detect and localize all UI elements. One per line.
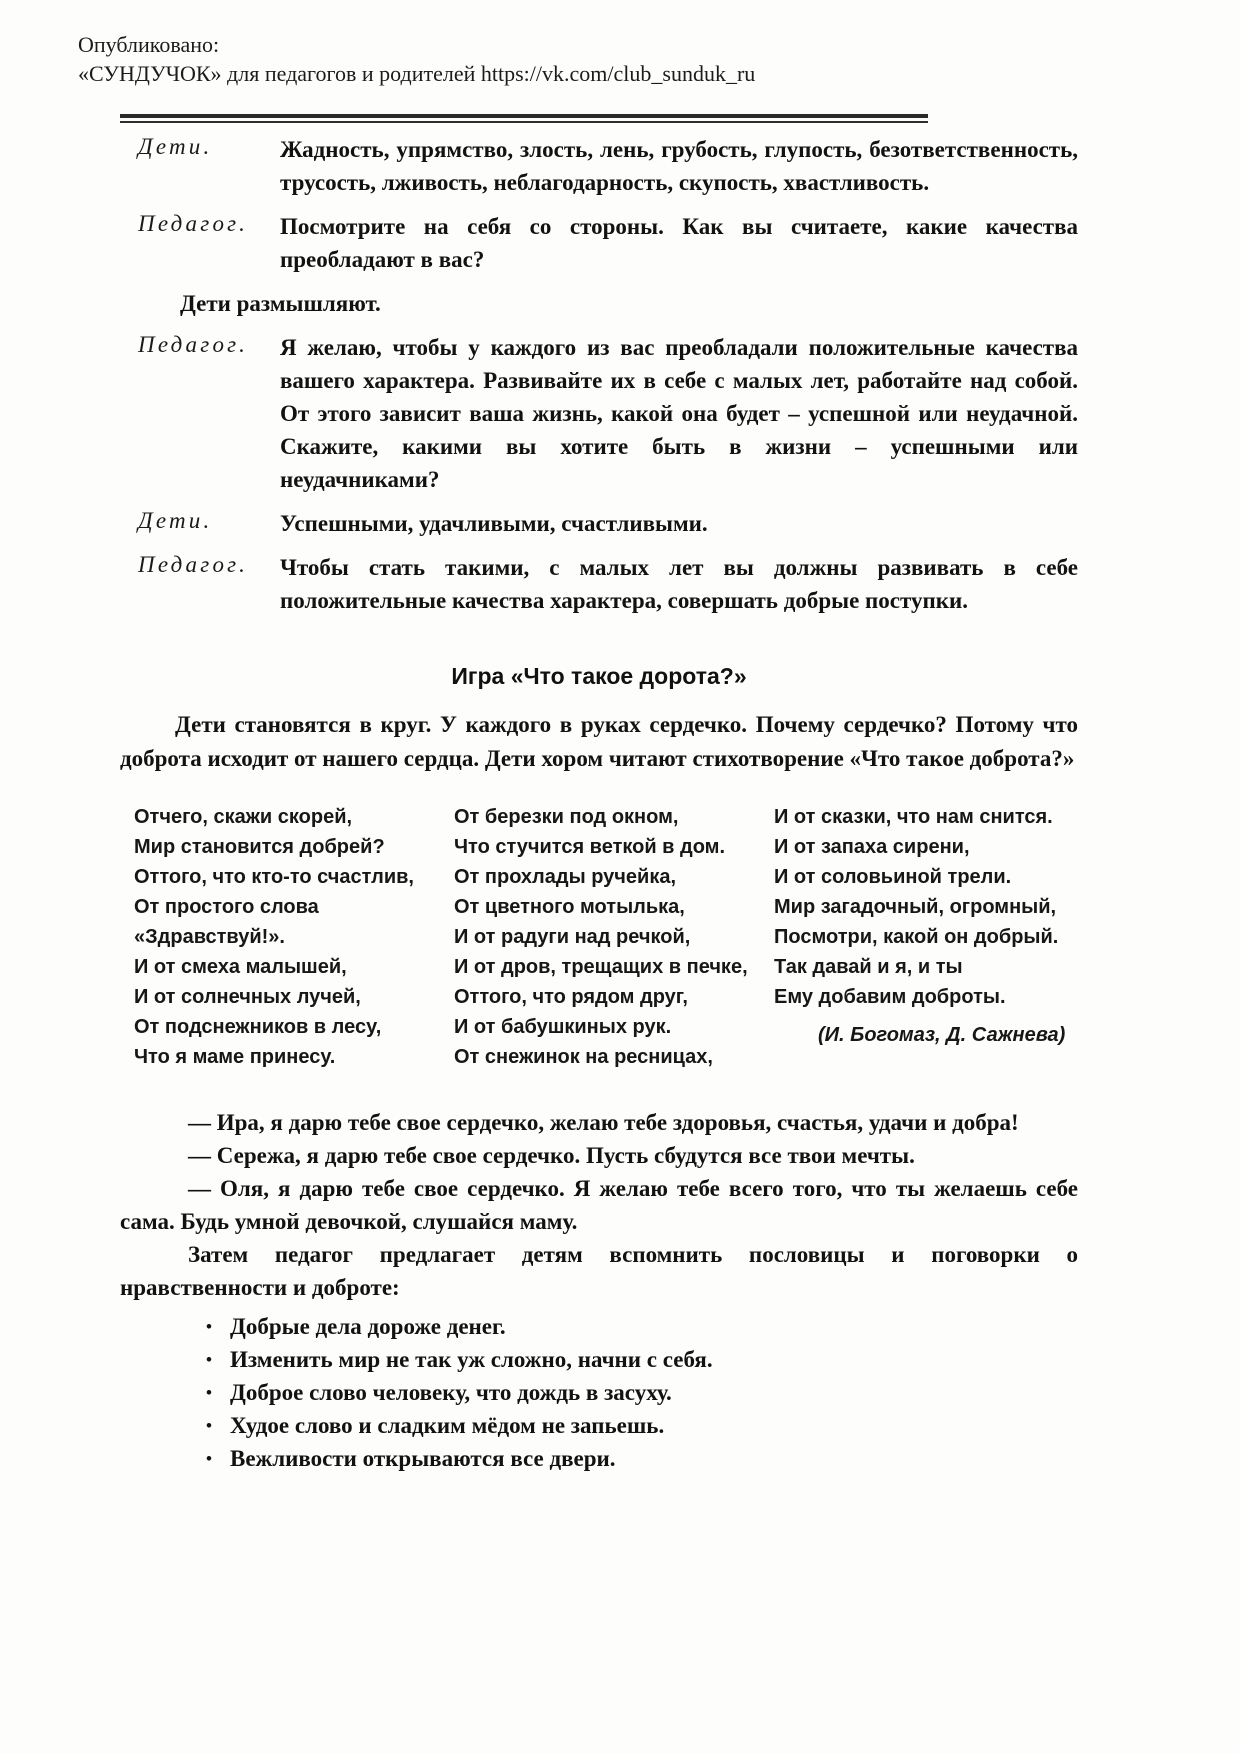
poem-line: Что я маме принесу. [134, 1046, 336, 1068]
double-rule-divider [120, 114, 928, 123]
proverb-text: Доброе слово человеку, что дождь в засуху. [230, 1380, 672, 1405]
bullet-icon: • [206, 1449, 212, 1468]
poem-line: От снежинок на ресницах, [454, 1046, 713, 1068]
closing-section [120, 1106, 1078, 1475]
bullet-icon: • [206, 1383, 212, 1402]
published-label: Опубликовано: [78, 32, 220, 57]
poem-line: И от запаха сирени, [774, 836, 970, 858]
poem-line: «Здравствуй!». [134, 926, 285, 948]
speaker-label: Педагог. [138, 332, 249, 357]
poem-line: От цветного мотылька, [454, 896, 685, 918]
game-title: Игра «Что такое дорота?» [451, 663, 747, 689]
poem-line: И от сказки, что нам снится. [774, 806, 1053, 828]
dialogue-text: Успешными, удачливыми, счастливыми. [280, 511, 708, 536]
main-content [120, 133, 1078, 1475]
dialogue-text: Чтобы стать такими, с малых лет вы должны развивать в себе положительные качества характера, совершать добрые поступки. [280, 555, 1078, 613]
bullet-icon: • [206, 1416, 212, 1435]
dialogue-text: Я желаю, чтобы у каждого из вас преобладали положительные качества вашего характера. Развивайте их в себе с малых лет, работайте над собой. От этого зависит ваша жизнь, какой она будет – успешной или неудачной. Скажите, какими вы хотите быть в жизни – успешными или неудачниками? [280, 335, 1078, 492]
poem-block [120, 802, 1078, 1072]
poem-line: И от соловьиной трели. [774, 866, 1012, 888]
proverb-item [120, 1376, 1078, 1409]
poem-line: И от дров, трещащих в печке, [454, 956, 748, 978]
dialogue-text: Посмотрите на себя со стороны. Как вы считаете, какие качества преобладают в вас? [280, 214, 1078, 272]
poem-line: От прохлады ручейка, [454, 866, 677, 888]
dialogue-text: Жадность, упрямство, злость, лень, грубость, глупость, безответственность, трусость, лживость, неблагодарность, скупость, хвастливость. [280, 137, 1078, 195]
dialogue-section [120, 133, 1078, 617]
proverbs-intro: Затем педагог предлагает детям вспомнить пословицы и поговорки о нравственности и доброте: [120, 1242, 1078, 1300]
poem-line: Оттого, что рядом друг, [454, 986, 688, 1008]
poem-column-3 [774, 802, 1078, 1072]
poem-line: Ему добавим доброты. [774, 986, 1006, 1008]
dialogue-row [120, 507, 1078, 540]
speaker-label: Дети. [138, 508, 213, 533]
proverb-text: Вежливости открываются все двери. [230, 1446, 616, 1471]
poem-column-2 [454, 802, 774, 1072]
poem-line: От простого слова [134, 896, 319, 918]
proverb-item [120, 1310, 1078, 1343]
proverb-item [120, 1442, 1078, 1475]
poem-line: Оттого, что кто-то счастлив, [134, 866, 414, 888]
bullet-icon: • [206, 1317, 212, 1336]
gift-line: — Оля, я дарю тебе свое сердечко. Я желаю тебе всего того, что ты желаешь себе сама. Будь умной девочкой, слушайся маму. [120, 1176, 1078, 1234]
gift-line: — Сережа, я дарю тебе свое сердечко. Пусть сбудутся все твои мечты. [188, 1143, 915, 1168]
speaker-label: Дети. [138, 134, 213, 159]
dialogue-row [120, 331, 1078, 496]
poem-line: От подснежников в лесу, [134, 1016, 382, 1038]
speaker-label: Педагог. [138, 552, 249, 577]
dialogue-row [120, 210, 1078, 276]
poem-line: Посмотри, какой он добрый. [774, 926, 1059, 948]
speaker-label: Педагог. [138, 211, 249, 236]
proverb-text: Изменить мир не так уж сложно, начни с себя. [230, 1347, 713, 1372]
dialogue-row [120, 133, 1078, 199]
gift-line: — Ира, я дарю тебе свое сердечко, желаю тебе здоровья, счастья, удачи и добра! [188, 1110, 1019, 1135]
game-intro-paragraph: Дети становятся в круг. У каждого в руках сердечко. Почему сердечко? Потому что доброта исходит от нашего сердца. Дети хором читают стихотворение «Что такое доброта?» [120, 712, 1078, 771]
proverb-item [120, 1343, 1078, 1376]
poem-line: Что стучится веткой в дом. [454, 836, 726, 858]
poem-line: Отчего, скажи скорей, [134, 806, 353, 828]
dialogue-row [120, 551, 1078, 617]
bullet-icon: • [206, 1350, 212, 1369]
poem-line: Так давай и я, и ты [774, 956, 963, 978]
poem-line: Мир загадочный, огромный, [774, 896, 1057, 918]
proverb-text: Худое слово и сладким мёдом не запьешь. [230, 1413, 665, 1438]
poem-column-1 [134, 802, 454, 1072]
proverbs-list [120, 1310, 1078, 1475]
poem-line: Мир становится добрей? [134, 836, 385, 858]
poem-line: И от солнечных лучей, [134, 986, 361, 1008]
proverb-item [120, 1409, 1078, 1442]
poem-attribution: (И. Богомаз, Д. Сажнева) [818, 1024, 1066, 1046]
poem-line: И от бабушкиных рук. [454, 1016, 672, 1038]
stage-direction: Дети размышляют. [180, 291, 381, 316]
source-line: «СУНДУЧОК» для педагогов и родителей https://vk.com/club_sunduk_ru [78, 61, 756, 86]
poem-line: И от радуги над речкой, [454, 926, 691, 948]
publication-header [78, 30, 1240, 88]
poem-line: От березки под окном, [454, 806, 679, 828]
poem-line: И от смеха малышей, [134, 956, 347, 978]
proverb-text: Добрые дела дороже денег. [230, 1314, 506, 1339]
